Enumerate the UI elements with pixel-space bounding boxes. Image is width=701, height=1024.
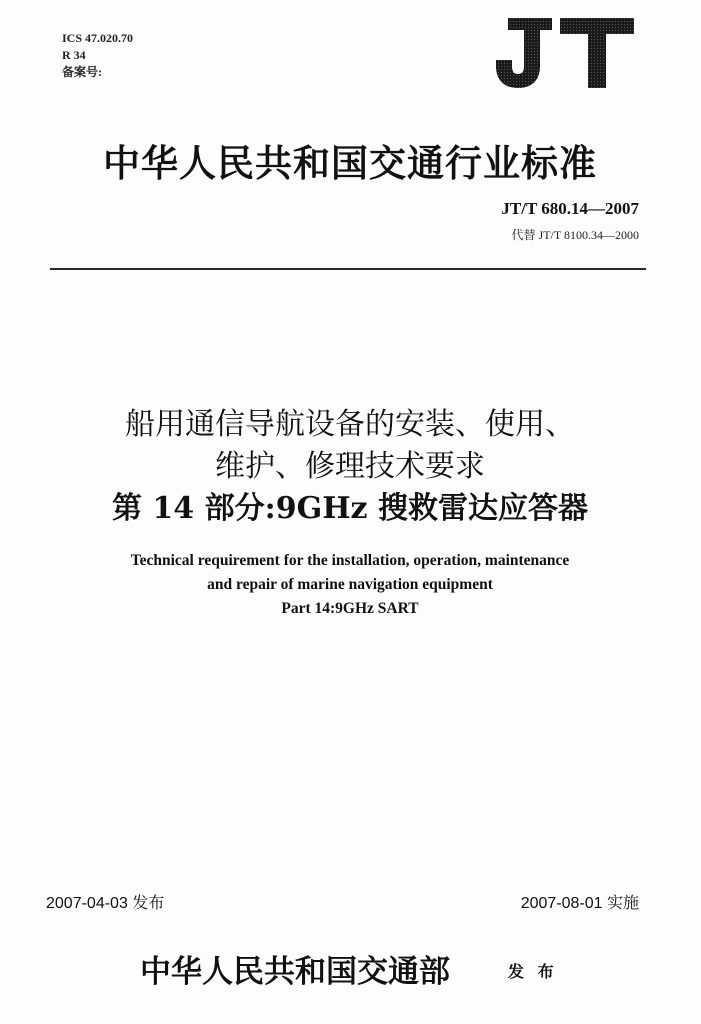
category-code: R 34: [62, 48, 86, 62]
title-english: [40, 549, 660, 621]
effective-date: 2007-08-01 实施: [520, 895, 639, 912]
title-en-line-1: Technical requirement for the installation, operation, maintenance: [130, 552, 570, 569]
issuing-authority: 中华人民共和国交通部: [140, 954, 450, 990]
title-cn-line-1: 船用通信导航设备的安装、使用、: [125, 407, 575, 442]
standard-type-header: 中华人民共和国交通行业标准: [103, 141, 597, 185]
issue-date: 2007-04-03 发布: [46, 895, 165, 912]
filing-number: 备案号:: [62, 65, 102, 79]
title-chinese: [40, 404, 660, 530]
issue-label: 发 布: [508, 962, 558, 981]
replaces-standard: 代替 JT/T 8100.34—2000: [511, 228, 639, 242]
jt-logo: [494, 14, 636, 90]
title-cn-line-3: 第 14 部分:9GHz 搜救雷达应答器: [111, 491, 589, 526]
standard-number: JT/T 680.14—2007: [501, 199, 639, 218]
classification-block: [62, 30, 133, 81]
ics-code: ICS 47.020.70: [62, 31, 134, 45]
title-en-line-2: and repair of marine navigation equipment: [207, 576, 493, 593]
header-divider: [50, 268, 646, 270]
title-cn-line-2: 维护、修理技术要求: [215, 449, 485, 484]
title-en-line-3: Part 14:9GHz SART: [281, 600, 419, 617]
